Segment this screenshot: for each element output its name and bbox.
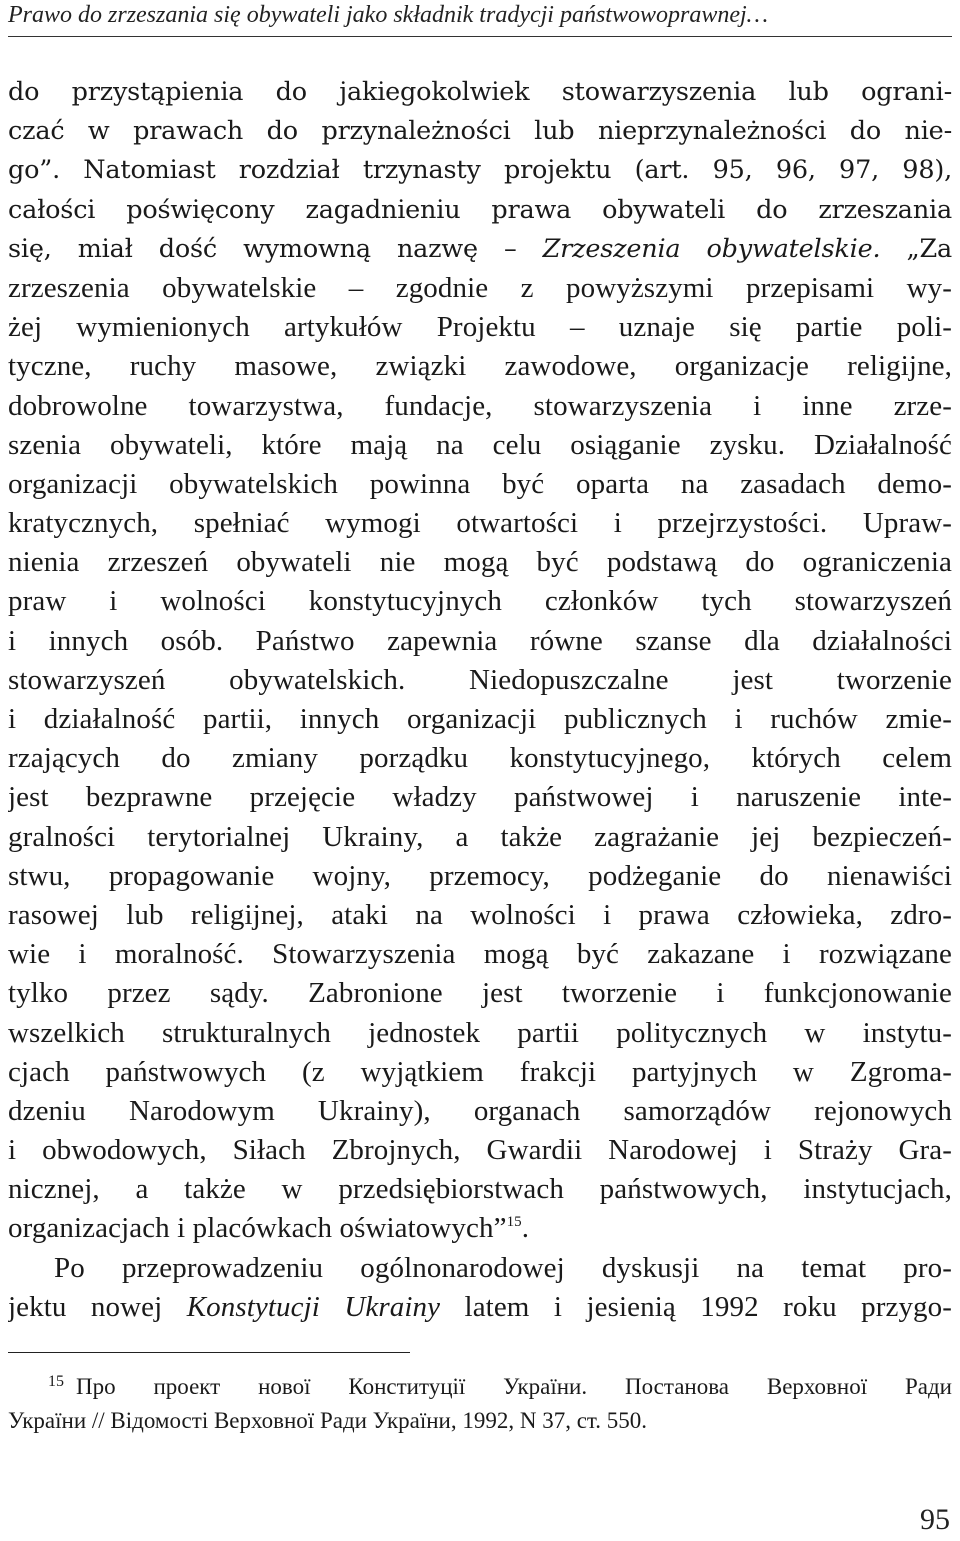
text-line: stwu, propagowanie wojny, przemocy, podżeganie do nienawiści <box>8 859 952 892</box>
text-fragment: latem i jesienią 1992 roku przygo- <box>440 1290 952 1323</box>
text-line: wie i moralność. Stowarzyszenia mogą być zakazane i rozwiązane <box>8 938 952 971</box>
text-line: zrzeszenia obywatelskie – zgodnie z powyższymi przepisami wy- <box>8 271 952 304</box>
footnote-line: України // Відомості Верховної Ради України, 1992, N 37, ст. 550. <box>8 1408 647 1433</box>
footnote-number: 15 <box>48 1373 64 1390</box>
text-line: do przystąpienia do jakiegokolwiek stowarzyszenia lub ograni- <box>8 77 952 107</box>
text-line: nienia zrzeszeń obywateli nie mogą być podstawą do ograniczenia <box>8 546 952 579</box>
text-fragment: . <box>521 1212 530 1245</box>
text-line <box>8 1288 952 1327</box>
text-line: całości poświęcony zagadnieniu prawa obywateli do zrzeszania <box>8 194 952 225</box>
text-line: rzających do zmiany porządku konstytucyjnego, których celem <box>8 742 952 775</box>
italic-term: Zrzeszenia obywatelskie. <box>542 233 881 264</box>
text-line: Po przeprowadzeniu ogólnonarodowej dyskusji na temat pro- <box>54 1251 952 1284</box>
text-fragment: „Za <box>906 233 952 264</box>
text-fragment: organizacjach i placówkach oświatowych” <box>8 1212 507 1245</box>
text-fragment: jektu nowej <box>8 1290 187 1323</box>
footnote-separator <box>8 1352 410 1353</box>
text-line: dzeniu Narodowym Ukrainy), organach samorządów rejonowych <box>8 1094 952 1127</box>
footnote-reference[interactable]: 15 <box>506 1214 522 1231</box>
text-line: jest bezprawne przejęcie władzy państwowej i naruszenie inte- <box>8 781 952 814</box>
text-line: dobrowolne towarzystwa, fundacje, stowarzyszenia i inne zrze- <box>8 389 952 422</box>
text-line: wszelkich strukturalnych jednostek partii politycznych w instytu- <box>8 1016 952 1049</box>
text-fragment: się, miał dość wymowną nazwę – <box>8 233 517 264</box>
text-line: rasowej lub religijnej, ataki na wolności i prawa człowieka, zdro- <box>8 898 952 931</box>
text-line: gralności terytorialnej Ukrainy, a także zagrażanie jej bezpieczeń- <box>8 820 952 853</box>
text-line: praw i wolności konstytucyjnych członków tych stowarzyszeń <box>8 585 952 618</box>
text-line: tyczne, ruchy masowe, związki zawodowe, organizacje religijne, <box>8 350 952 383</box>
text-line: cjach państwowych (z wyjątkiem frakcji partyjnych w Zgroma- <box>8 1055 952 1088</box>
text-line: tylko przez sądy. Zabronione jest tworzenie i funkcjonowanie <box>8 977 952 1010</box>
page-number: 95 <box>920 1503 950 1536</box>
footnote-text: Про проект нової Конституції України. Постанова Верховної Ради <box>76 1374 952 1399</box>
italic-term: Konstytucji Ukrainy <box>186 1290 441 1323</box>
text-line: i obwodowych, Siłach Zbrojnych, Gwardii Narodowej i Straży Gra- <box>8 1134 952 1167</box>
text-line: żej wymienionych artykułów Projektu – uznaje się partie poli- <box>8 311 952 344</box>
text-line: i działalność partii, innych organizacji publicznych i ruchów zmie- <box>8 703 952 735</box>
text-line: czać w prawach do przynależności lub nieprzynależności do nie- <box>8 116 952 147</box>
text-line: nicznej, a także w przedsiębiorstwach państwowych, instytucjach, <box>8 1173 952 1206</box>
running-header: Prawo do zrzeszania się obywateli jako składnik tradycji państwowoprawnej… <box>8 0 952 37</box>
text-line: organizacji obywatelskich powinna być oparta na zasadach demo- <box>8 467 952 500</box>
text-line <box>8 230 952 269</box>
footnote-line <box>8 1370 952 1404</box>
text-line: szenia obywateli, które mają na celu osiąganie zysku. Działalność <box>8 428 952 461</box>
body-text <box>8 73 952 1327</box>
text-line: i innych osób. Państwo zapewnia równe szanse dla działalności <box>8 624 952 657</box>
footnote <box>8 1370 952 1438</box>
text-line: kratycznych, spełniać wymogi otwartości i przejrzystości. Upraw- <box>8 507 952 540</box>
text-line <box>8 1209 952 1248</box>
text-line: go”. Natomiast rozdział trzynasty projektu (art. 95, 96, 97, 98), <box>8 155 952 186</box>
text-line: stowarzyszeń obywatelskich. Niedopuszczalne jest tworzenie <box>8 663 952 696</box>
